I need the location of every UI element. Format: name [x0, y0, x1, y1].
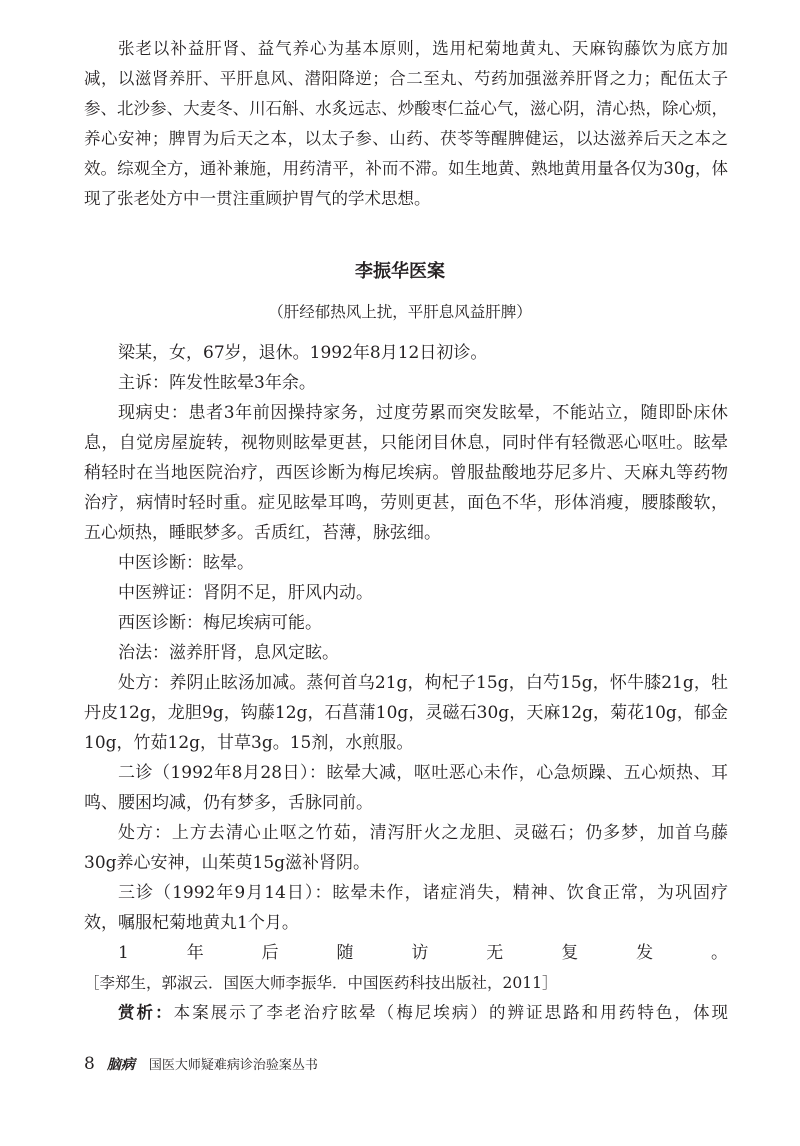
tcm-diagnosis: 中医诊断：眩晕。 — [118, 553, 254, 573]
case-title: 李振华医案 — [355, 261, 445, 282]
western-diagnosis: 西医诊断：梅尼埃病可能。 — [118, 613, 322, 633]
follow-up: 1年后随访无复发。 — [118, 943, 728, 963]
second-visit: 二诊（1992年8月28日）：眩晕大减，呕吐恶心未作，心急烦躁、五心烦热、耳鸣、腰困均减，仍有梦多，舌脉同前。 — [84, 763, 728, 813]
follow-up-paragraph — [84, 938, 728, 998]
analysis-label: 赏析： — [118, 1003, 174, 1022]
series-title: 国医大师疑难病诊治验案丛书 — [148, 1058, 318, 1073]
prescription: 处方：养阴止眩汤加减。蒸何首乌21g，枸杞子15g，白芍15g，怀牛膝21g，牡丹皮12g，龙胆9g，钩藤12g，石菖蒲10g，灵磁石30g，天麻12g，菊花10g，郁金10g，竹茹12g，甘草3g。15剂，水煎服。 — [84, 673, 728, 753]
chief-complaint: 主诉：阵发性眩晕3年余。 — [118, 373, 316, 393]
second-prescription: 处方：上方去清心止呕之竹茹，清泻肝火之龙胆、灵磁石；仍多梦，加首乌藤30g养心安神，山茱萸15g滋补肾阴。 — [84, 823, 728, 873]
page-footer — [84, 1052, 318, 1078]
tcm-syndrome: 中医辨证：肾阴不足，肝风内动。 — [118, 583, 373, 603]
third-visit: 三诊（1992年9月14日）：眩晕未作，诸症消失，精神、饮食正常，为巩固疗效，嘱服杞菊地黄丸1个月。 — [84, 883, 728, 933]
present-history: 现病史：患者3年前因操持家务，过度劳累而突发眩晕，不能站立，随即卧床休息，自觉房屋旋转，视物则眩晕更甚，只能闭目休息，同时伴有轻微恶心呕吐。眩晕稍轻时在当地医院治疗，西医诊断为梅尼埃病。曾服盐酸地芬尼多片、天麻丸等药物治疗，病情时轻时重。症见眩晕耳鸣，劳则更甚，面色不华，形体消瘦，腰膝酸软，五心烦热，睡眠梦多。舌质红，苔薄，脉弦细。 — [84, 403, 728, 543]
reference: ［李郑生，郭淑云．国医大师李振华．中国医药科技出版社，2011］ — [84, 974, 558, 992]
case-subtitle: （肝经郁热风上扰，平肝息风益肝脾） — [268, 303, 532, 321]
page-number: 8 — [84, 1054, 95, 1074]
analysis-text: 本案展示了李老治疗眩晕（梅尼埃病）的辨证思路和用药特色，体现 — [173, 1003, 728, 1022]
patient-info: 梁某，女，67岁，退休。1992年8月12日初诊。 — [118, 343, 488, 363]
book-title: 脑病 — [106, 1057, 135, 1073]
intro-paragraph: 张老以补益肝肾、益气养心为基本原则，选用杞菊地黄丸、天麻钩藤饮为底方加减，以滋肾养肝、平肝息风、潜阳降逆；合二至丸、芍药加强滋养肝肾之力；配伍太子参、北沙参、大麦冬、川石斛、水炙远志、炒酸枣仁益心气，滋心阴，清心热，除心烦，养心安神；脾胃为后天之本，以太子参、山药、茯苓等醒脾健运，以达滋养后天之本之效。综观全方，通补兼施，用药清平，补而不滞。如生地黄、熟地黄用量各仅为30g，体现了张老处方中一贯注重顾护胃气的学术思想。 — [84, 39, 728, 208]
treatment-method: 治法：滋养肝肾，息风定眩。 — [118, 643, 339, 663]
analysis-paragraph — [84, 998, 728, 1028]
